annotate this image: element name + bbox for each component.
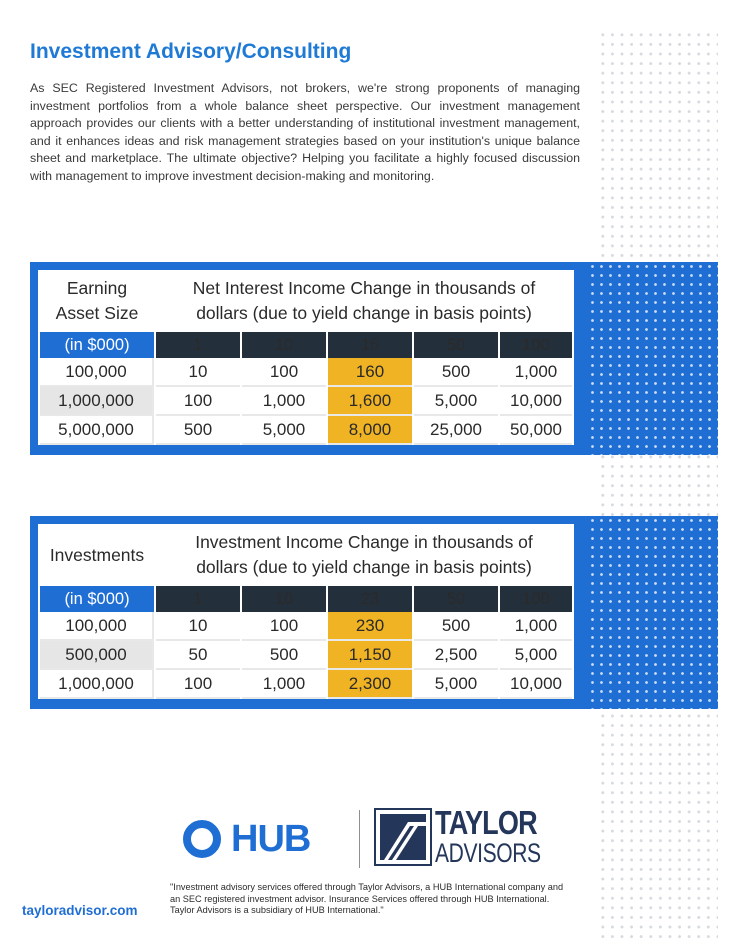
logo-divider: [359, 810, 360, 868]
table-cell: 5,000: [500, 641, 572, 670]
table-cell: 500: [414, 358, 498, 387]
table-cell: 50: [156, 641, 240, 670]
intro-paragraph: As SEC Registered Investment Advisors, not brokers, we're strong proponents of managing investment portfolios from a whole balance sheet perspective. Our investment management approach provides our clients with a better understanding of institutional investment management, and it enhances ideas and risk management strategies based on your institution's unique balance sheet and marketplace. The ultimate objective? Helping you facilitate a highly focused discussion with management to improve investment decision-making and monitoring.: [30, 81, 580, 183]
table-cell: 5,000: [414, 387, 498, 416]
row-label: 1,000,000: [40, 670, 154, 699]
row-label: 500,000: [40, 641, 154, 670]
highlight-cell: 230: [328, 612, 412, 641]
table-cell: 10: [156, 358, 240, 387]
column-header: 1: [156, 332, 240, 358]
table-cell: 100: [242, 612, 326, 641]
table-row: [40, 416, 572, 445]
unit-label: (in $000): [40, 586, 154, 612]
table-cell: 100: [242, 358, 326, 387]
highlight-cell: 1,150: [328, 641, 412, 670]
table-cell: 1,000: [242, 387, 326, 416]
table-cell: 100: [156, 670, 240, 699]
hub-logo-icon: [183, 820, 221, 858]
highlight-cell: 2,300: [328, 670, 412, 699]
table-cell: 2,500: [414, 641, 498, 670]
table-cell: 5,000: [242, 416, 326, 445]
column-header: 16: [328, 332, 412, 358]
highlight-cell: 8,000: [328, 416, 412, 445]
table-left-header: Investments: [49, 544, 145, 565]
table-left-header: Earning Asset Size: [55, 278, 139, 323]
column-header: 100: [500, 332, 572, 358]
column-header: 10: [242, 332, 326, 358]
table-cell: 1,000: [500, 358, 572, 387]
row-label: 100,000: [40, 358, 154, 387]
hub-logo-text: HUB: [231, 818, 311, 860]
table-title: Net Interest Income Change in thousands of dollars (due to yield change in basis points): [192, 278, 536, 323]
net-interest-income-table: [38, 270, 574, 445]
table-row: [40, 670, 572, 699]
row-label: 100,000: [40, 612, 154, 641]
table-cell: 5,000: [414, 670, 498, 699]
column-header: 10: [242, 586, 326, 612]
table-cell: 10,000: [500, 387, 572, 416]
investment-income-panel: [30, 516, 718, 709]
column-header: 50: [414, 332, 498, 358]
dot-pattern: [598, 30, 718, 940]
taylor-advisors-logo-icon: [374, 808, 432, 866]
row-label: 5,000,000: [40, 416, 154, 445]
highlight-cell: 1,600: [328, 387, 412, 416]
table-cell: 25,000: [414, 416, 498, 445]
table-cell: 500: [242, 641, 326, 670]
table-cell: 500: [156, 416, 240, 445]
website-link[interactable]: tayloradvisor.com: [22, 903, 138, 918]
table-cell: 50,000: [500, 416, 572, 445]
table-cell: 10,000: [500, 670, 572, 699]
net-interest-income-panel: [30, 262, 718, 455]
disclaimer-text: "Investment advisory services offered through Taylor Advisors, a HUB International company and an SEC registered investment advisor. Insurance Services offered through HUB International. Taylor Advisors is a subsidiary of HUB International.": [170, 882, 564, 916]
unit-label: (in $000): [40, 332, 154, 358]
table-cell: 100: [156, 387, 240, 416]
logo-lockup: [183, 804, 543, 870]
column-header: 50: [414, 586, 498, 612]
table-title: Investment Income Change in thousands of dollars (due to yield change in basis points): [195, 532, 533, 577]
table-cell: 500: [414, 612, 498, 641]
page-title: Investment Advisory/Consulting: [30, 40, 352, 63]
table-cell: 1,000: [242, 670, 326, 699]
table-row: [40, 387, 572, 416]
advisors-logo-text: ADVISORS: [435, 838, 541, 868]
column-header: 100: [500, 586, 572, 612]
table-cell: 1,000: [500, 612, 572, 641]
highlight-cell: 160: [328, 358, 412, 387]
table-cell: 10: [156, 612, 240, 641]
investment-income-table: [38, 524, 574, 699]
row-label: 1,000,000: [40, 387, 154, 416]
table-row: [40, 358, 572, 387]
table-row: [40, 612, 572, 641]
column-header: 1: [156, 586, 240, 612]
column-header: 23: [328, 586, 412, 612]
taylor-logo-text: TAYLOR: [435, 804, 537, 841]
table-row: [40, 641, 572, 670]
